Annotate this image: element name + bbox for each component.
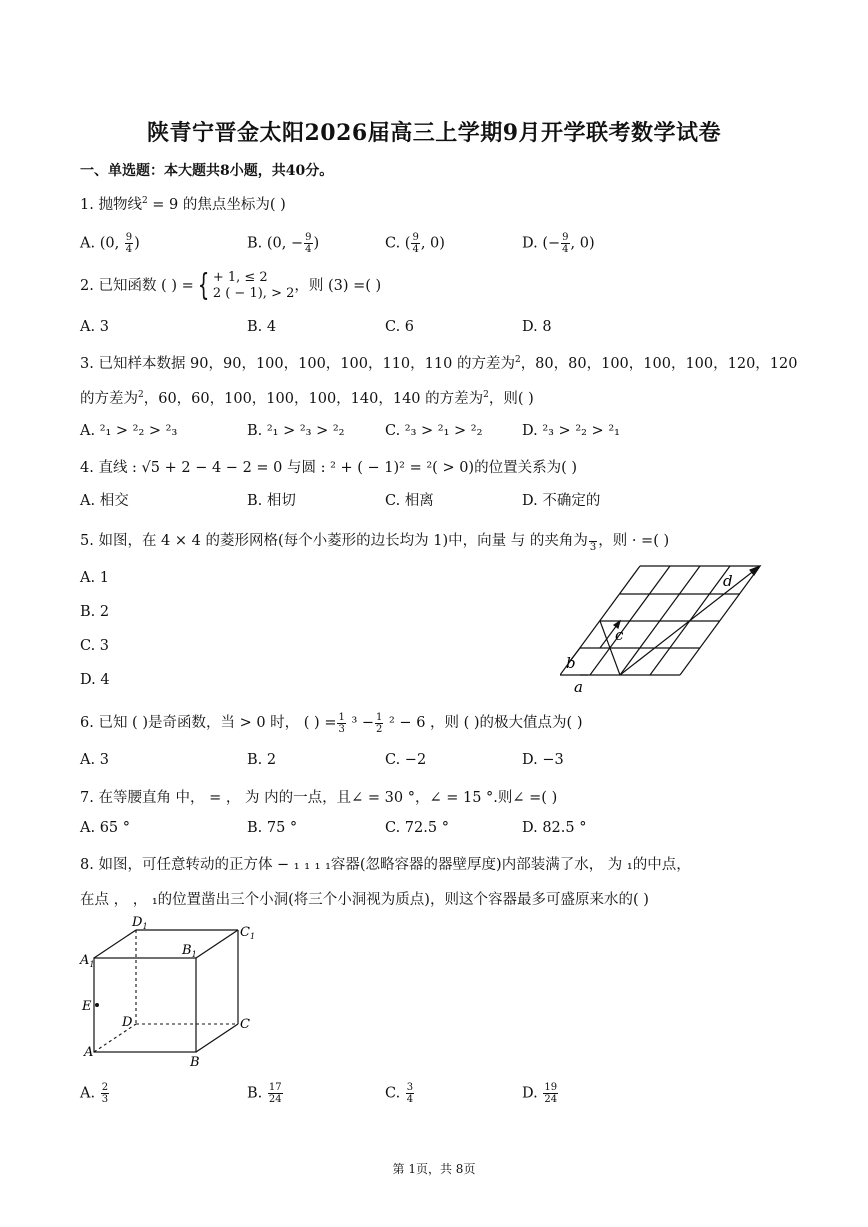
question-2-stem: 2. 已知函数 ( ) = { + 1, ≤ 2 2 ( − 1), > 2 ，则 (3) =( ) [80, 268, 382, 303]
q4-option-c[interactable]: C. 相离 [385, 493, 434, 509]
question-6-stem: 6. 已知 ( )是奇函数，当 > 0 时， ( ) = $\frac{1}{3}$ ³ − $\frac{1}{2}$ ² − 6 ，则 ( )的极大值点为( ) [80, 711, 583, 735]
q7-option-a[interactable]: A. 65 ° [80, 820, 130, 836]
question-7-stem: 7. 在等腰直角 中， = ， 为 内的一点，且∠ = 30 °，∠ = 15 °.则∠ =( ) [80, 790, 558, 806]
vector-b-label: b [566, 654, 576, 672]
q2-option-d[interactable]: D. 8 [522, 319, 552, 335]
vector-d-label: d [723, 572, 733, 590]
q7-option-c[interactable]: C. 72.5 ° [385, 820, 449, 836]
label-b: B [190, 1055, 200, 1070]
q5-option-d[interactable]: D. 4 [80, 672, 110, 688]
q5-option-b[interactable]: B. 2 [80, 604, 110, 620]
q2-option-a[interactable]: A. 3 [80, 319, 109, 335]
q4-option-d[interactable]: D. 不确定的 [522, 493, 601, 509]
q6-option-b[interactable]: B. 2 [247, 752, 277, 768]
point-e-marker [95, 1003, 99, 1007]
section-heading: 一、单选题：本大题共8小题，共40分。 [80, 163, 334, 179]
q7-option-b[interactable]: B. 75 ° [247, 820, 298, 836]
q8-option-a[interactable]: A. $\frac{2}{3}$ [80, 1082, 109, 1105]
vector-a-label: a [574, 678, 583, 696]
rhombus-grid-figure [560, 558, 770, 698]
page-title: 陕青宁晋金太阳2026届高三上学期9月开学联考数学试卷 [146, 120, 722, 146]
q4-option-a[interactable]: A. 相交 [80, 493, 129, 509]
question-1-stem: 1. 抛物线$^2$ = 9 的焦点坐标为( ) [80, 196, 286, 213]
cube-figure [78, 912, 268, 1072]
label-d1: $D_1$ [132, 915, 148, 931]
q1-option-a[interactable]: A. (0, $\frac{9}{4}$ ) [80, 232, 140, 255]
question-3-line1: 3. 已知样本数据 90，90，100，100，100，110，110 的方差为$^2$，80，80，100，100，100，120，120 [80, 355, 798, 372]
question-5-stem: 5. 如图，在 4 × 4 的菱形网格(每个小菱形的边长均为 1)中，向量 与 的夹角为 3 ，则 · =( ) [80, 529, 669, 553]
q6-option-a[interactable]: A. 3 [80, 752, 109, 768]
q5-option-a[interactable]: A. 1 [80, 570, 109, 586]
question-8-line1: 8. 如图，可任意转动的正方体 − ₁ ₁ ₁ ₁容器(忽略容器的器壁厚度)内部装满了水， 为 ₁的中点， [80, 857, 691, 873]
q3-option-b[interactable]: B. ²₁ > ²₃ > ²₂ [247, 423, 345, 439]
label-a: A [84, 1045, 94, 1060]
label-d: D [122, 1015, 133, 1030]
vector-c-label: c [615, 626, 624, 644]
question-3-line2: 的方差为$^2$，60，60，100，100，100，140，140 的方差为$^2$，则( ) [80, 390, 534, 407]
q8-option-b[interactable]: B. $\frac{17}{24}$ [247, 1082, 282, 1105]
q1-option-d[interactable]: D. (− $\frac{9}{4}$ , 0) [522, 232, 595, 255]
q2-option-b[interactable]: B. 4 [247, 319, 277, 335]
q5-option-c[interactable]: C. 3 [80, 638, 110, 654]
q8-option-c[interactable]: C. $\frac{3}{4}$ [385, 1082, 414, 1105]
label-e: E [82, 999, 92, 1014]
q7-option-d[interactable]: D. 82.5 ° [522, 820, 587, 836]
q1-option-c[interactable]: C. ( $\frac{9}{4}$ , 0) [385, 232, 445, 255]
page-footer: 第 1页，共 8页 [392, 1162, 476, 1176]
label-c: C [240, 1017, 250, 1032]
question-4-stem: 4. 直线 : √5 + 2 − 4 − 2 = 0 与圆 : ² + ( − 1)² = ²( > 0)的位置关系为( ) [80, 460, 578, 476]
label-c1: $C_1$ [240, 925, 256, 941]
q1-option-b[interactable]: B. (0, − $\frac{9}{4}$ ) [247, 232, 320, 255]
q8-option-d[interactable]: D. $\frac{19}{24}$ [522, 1082, 558, 1105]
q4-option-b[interactable]: B. 相切 [247, 493, 296, 509]
question-8-line2: 在点 ， ， ₁的位置凿出三个小洞(将三个小洞视为质点)，则这个容器最多可盛原来水的( ) [80, 892, 649, 908]
q2-option-c[interactable]: C. 6 [385, 319, 415, 335]
q3-option-c[interactable]: C. ²₃ > ²₁ > ²₂ [385, 423, 483, 439]
label-a1: $A_1$ [80, 953, 95, 969]
q3-option-d[interactable]: D. ²₃ > ²₂ > ²₁ [522, 423, 620, 439]
q3-option-a[interactable]: A. ²₁ > ²₂ > ²₃ [80, 423, 178, 439]
q6-option-d[interactable]: D. −3 [522, 752, 564, 768]
label-b1: $B_1$ [182, 943, 197, 959]
q6-option-c[interactable]: C. −2 [385, 752, 427, 768]
